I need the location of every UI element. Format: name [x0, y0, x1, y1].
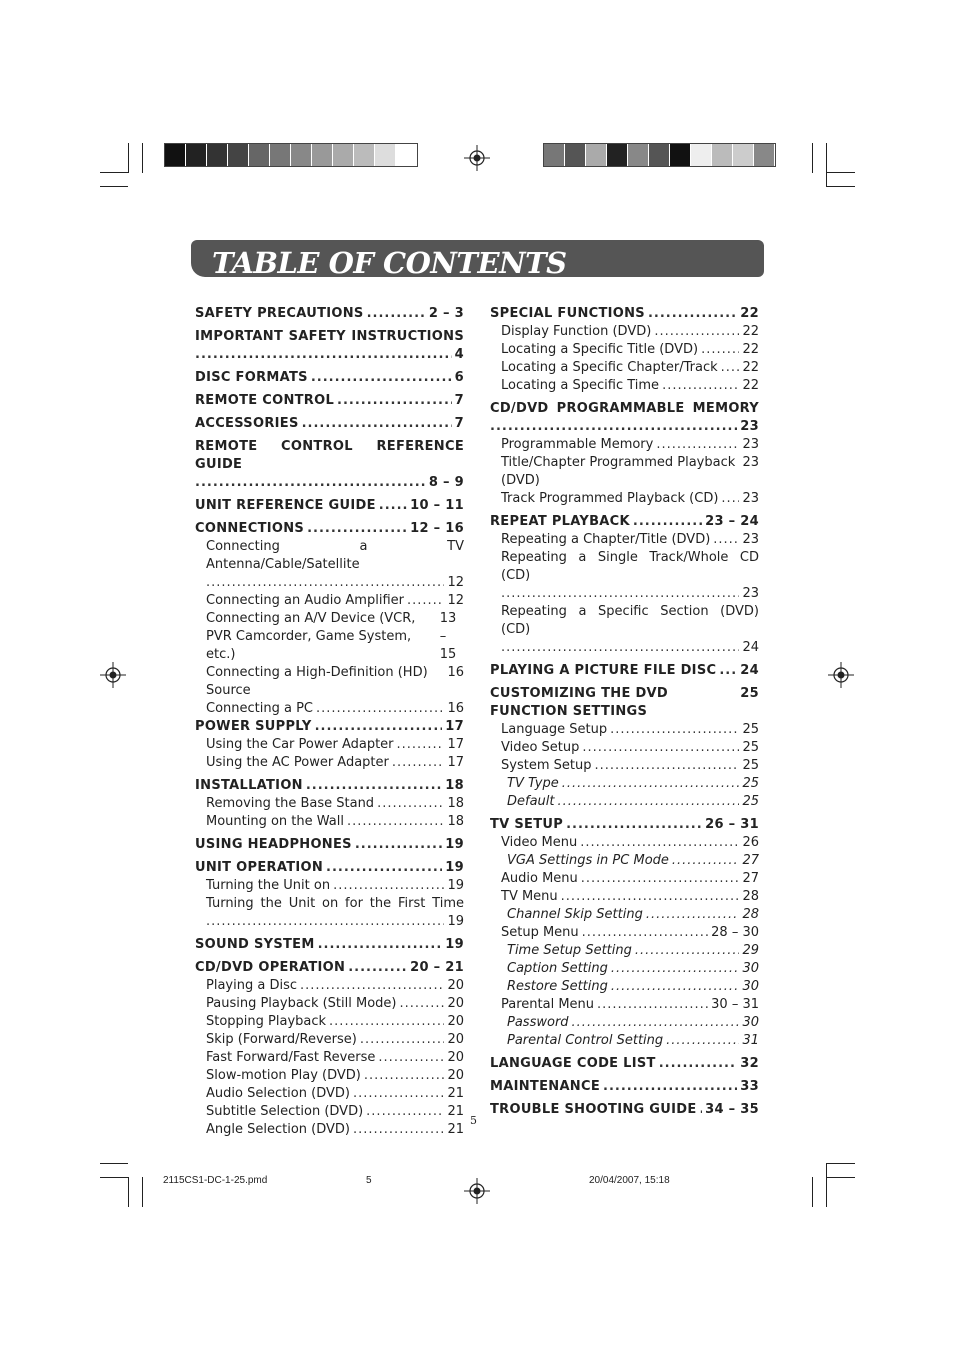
toc-entry-page: 34 – 35	[705, 1102, 759, 1117]
toc-entry-label: Audio Selection (DVD)	[206, 1086, 350, 1101]
leader-dots	[633, 513, 702, 531]
toc-entry-label: Mounting on the Wall	[206, 814, 344, 829]
toc-entry-label: Video Setup	[501, 740, 580, 755]
toc-entry-page: 28 – 30	[711, 925, 759, 940]
leader-dots	[635, 942, 740, 960]
toc-entry-page: 21	[447, 1086, 464, 1101]
toc-entry-label: Audio Menu	[501, 871, 578, 886]
leader-dots	[566, 816, 702, 834]
toc-entry[interactable]	[490, 323, 759, 341]
registration-mark-icon	[100, 662, 126, 688]
footer-filename: 2115CS1-DC-1-25.pmd	[163, 1175, 268, 1186]
toc-entry[interactable]	[490, 960, 759, 978]
toc-entry-page: 19	[447, 914, 464, 929]
toc-entry[interactable]	[195, 610, 464, 664]
leader-dots	[662, 377, 739, 395]
toc-entry[interactable]	[490, 685, 759, 721]
toc-entry[interactable]	[195, 754, 464, 772]
leader-dots	[501, 639, 739, 657]
toc-entry[interactable]	[195, 795, 464, 813]
toc-entry-page: 22	[742, 378, 759, 393]
toc-entry[interactable]	[195, 895, 464, 931]
toc-entry-label: Repeating a Chapter/Title (DVD)	[501, 532, 711, 547]
toc-entry-label: UNIT OPERATION	[195, 860, 324, 875]
leader-dots	[337, 392, 452, 410]
toc-entry-page: 19	[445, 837, 464, 852]
toc-entry-page: 16	[447, 665, 464, 680]
toc-entry-label: REPEAT PLAYBACK	[490, 514, 630, 529]
leader-dots	[333, 877, 444, 895]
toc-entry-page: 25	[742, 776, 759, 791]
toc-entry-label: Using the AC Power Adapter	[206, 755, 389, 770]
toc-entry-label: PLAYING A PICTURE FILE DISC	[490, 663, 717, 678]
toc-entry-label: CUSTOMIZING THE DVD FUNCTION SETTINGS	[490, 686, 668, 719]
leader-dots	[377, 795, 444, 813]
toc-entry-label: SPECIAL FUNCTIONS	[490, 306, 645, 321]
toc-entry[interactable]	[195, 813, 464, 831]
toc-entry-page: 22	[740, 306, 759, 321]
toc-entry-label: VGA Settings in PC Mode	[507, 853, 669, 868]
toc-entry[interactable]	[490, 906, 759, 924]
toc-entry-label: TV SETUP	[490, 817, 564, 832]
leader-dots	[306, 777, 442, 795]
toc-entry-label: Locating a Specific Chapter/Track	[501, 360, 718, 375]
leader-dots	[347, 813, 444, 831]
toc-entry-label: SAFETY PRECAUTIONS	[195, 306, 364, 321]
toc-entry-page: 23	[742, 586, 759, 601]
toc-entry-page: 30	[742, 1015, 759, 1030]
toc-entry[interactable]	[490, 603, 759, 657]
toc-right-column	[490, 300, 759, 1119]
registration-mark-icon	[464, 145, 490, 171]
toc-entry[interactable]	[195, 1103, 464, 1121]
toc-entry-label: TV Menu	[501, 889, 558, 904]
toc-entry-page: 21	[447, 1122, 464, 1137]
page-number: 5	[470, 1114, 477, 1127]
toc-entry[interactable]	[490, 377, 759, 395]
leader-dots	[195, 346, 452, 364]
toc-entry[interactable]	[490, 1055, 759, 1073]
toc-entry-page: 12	[447, 575, 464, 590]
toc-entry-label: Password	[507, 1015, 569, 1030]
grayscale-bar-right	[543, 143, 776, 167]
leader-dots	[379, 497, 407, 515]
toc-entry-page: 30	[742, 979, 759, 994]
toc-entry-page: 23	[742, 491, 759, 506]
toc-entry-page: 17	[447, 755, 464, 770]
toc-entry[interactable]	[195, 959, 464, 977]
toc-entry[interactable]	[195, 777, 464, 795]
toc-entry-label: Caption Setting	[507, 961, 608, 976]
toc-entry-page: 29	[742, 943, 759, 958]
leader-dots	[407, 592, 444, 610]
toc-entry-page: 27	[742, 853, 759, 868]
toc-left-column	[195, 300, 464, 1139]
leader-dots	[316, 700, 444, 718]
toc-entry-label: Default	[507, 794, 555, 809]
toc-entry[interactable]	[490, 888, 759, 906]
toc-entry-label: Locating a Specific Time	[501, 378, 660, 393]
toc-entry-page: 4	[454, 347, 464, 362]
toc-entry-label: Setup Menu	[501, 925, 579, 940]
leader-dots	[572, 1014, 740, 1032]
toc-entry-page: 19	[445, 937, 464, 952]
toc-entry-page: 19	[447, 878, 464, 893]
toc-entry-label: Time Setup Setting	[507, 943, 632, 958]
toc-entry[interactable]	[490, 834, 759, 852]
toc-entry[interactable]	[490, 721, 759, 739]
toc-entry-page: 13 – 15	[439, 611, 457, 662]
toc-entry-page: 23	[740, 419, 759, 434]
leader-dots	[603, 1078, 737, 1096]
footer-datetime: 20/04/2007, 15:18	[589, 1175, 670, 1186]
leader-dots	[580, 834, 739, 852]
toc-entry[interactable]	[195, 1049, 464, 1067]
leader-dots	[392, 754, 445, 772]
toc-entry[interactable]	[490, 400, 759, 436]
toc-entry[interactable]	[195, 736, 464, 754]
toc-entry[interactable]	[195, 859, 464, 877]
leader-dots	[713, 531, 739, 549]
toc-entry[interactable]	[195, 438, 464, 492]
toc-entry[interactable]	[195, 1013, 464, 1031]
toc-entry-page: 23	[742, 455, 759, 470]
leader-dots	[672, 852, 740, 870]
toc-entry-page: 7	[454, 416, 464, 431]
toc-entry-label: Turning the Unit on	[206, 878, 331, 893]
toc-entry-page: 23	[742, 437, 759, 452]
toc-entry-label: Stopping Playback	[206, 1014, 327, 1029]
toc-entry[interactable]	[490, 1014, 759, 1032]
toc-entry[interactable]	[195, 538, 464, 592]
toc-entry-label: REMOTE CONTROL REFERENCE GUIDE	[195, 439, 464, 472]
toc-entry-label: UNIT REFERENCE GUIDE	[195, 498, 376, 513]
toc-entry[interactable]	[490, 454, 759, 490]
toc-entry[interactable]	[490, 1032, 759, 1050]
leader-dots	[195, 474, 426, 492]
leader-dots	[353, 1121, 444, 1139]
toc-entry-label: CD/DVD OPERATION	[195, 960, 346, 975]
toc-entry-label: Subtitle Selection (DVD)	[206, 1104, 364, 1119]
toc-entry-page: 20	[447, 1014, 464, 1029]
toc-entry-label: TV Type	[507, 776, 559, 791]
toc-entry-label: Connecting a TV Antenna/Cable/Satellite	[206, 539, 464, 572]
toc-entry[interactable]	[490, 549, 759, 603]
toc-entry-label: CD/DVD PROGRAMMABLE MEMORY	[490, 401, 759, 416]
leader-dots	[611, 978, 740, 996]
toc-entry[interactable]	[195, 392, 464, 410]
registration-mark-icon	[828, 662, 854, 688]
leader-dots	[582, 924, 708, 942]
toc-entry-label: Display Function (DVD)	[501, 324, 652, 339]
toc-entry[interactable]	[490, 924, 759, 942]
leader-dots	[562, 775, 740, 793]
leader-dots	[364, 1067, 445, 1085]
toc-entry[interactable]	[195, 1067, 464, 1085]
leader-dots	[353, 1085, 445, 1103]
toc-entry[interactable]	[490, 775, 759, 793]
grayscale-bar-left	[164, 143, 418, 167]
toc-entry-label: Connecting an Audio Amplifier	[206, 593, 404, 608]
toc-entry-label: TROUBLE SHOOTING GUIDE	[490, 1102, 697, 1117]
toc-entry-label: IMPORTANT SAFETY INSTRUCTIONS	[195, 329, 464, 344]
leader-dots	[721, 490, 739, 508]
toc-entry-page: 17	[447, 737, 464, 752]
leader-dots	[610, 721, 739, 739]
toc-entry-label: Turning the Unit on for the First Time	[206, 896, 464, 911]
toc-entry-page: 25	[742, 740, 759, 755]
toc-entry-page: 17	[445, 719, 464, 734]
toc-entry[interactable]	[490, 816, 759, 834]
leader-dots	[355, 836, 442, 854]
page-title: TABLE OF CONTENTS	[212, 246, 567, 280]
leader-dots	[646, 906, 740, 924]
toc-entry-page: 28	[742, 889, 759, 904]
toc-entry-label: Channel Skip Setting	[507, 907, 643, 922]
toc-entry-page: 22	[742, 360, 759, 375]
toc-entry-label: Connecting a PC	[206, 701, 314, 716]
toc-entry[interactable]	[490, 942, 759, 960]
leader-dots	[594, 757, 739, 775]
leader-dots	[318, 936, 443, 954]
toc-entry-label: Skip (Forward/Reverse)	[206, 1032, 357, 1047]
toc-entry-page: 20	[447, 996, 464, 1011]
toc-entry-page: 27	[742, 871, 759, 886]
toc-entry-page: 23 – 24	[705, 514, 759, 529]
toc-entry-label: Locating a Specific Title (DVD)	[501, 342, 699, 357]
toc-entry[interactable]	[195, 1031, 464, 1049]
toc-entry-page: 24	[740, 663, 759, 678]
leader-dots	[326, 859, 442, 877]
toc-entry-label: Video Menu	[501, 835, 578, 850]
leader-dots	[611, 960, 740, 978]
toc-entry-page: 26	[742, 835, 759, 850]
leader-dots	[582, 739, 739, 757]
toc-entry-label: Restore Setting	[507, 979, 608, 994]
toc-entry[interactable]	[195, 718, 464, 736]
toc-entry-page: 18	[447, 796, 464, 811]
toc-entry[interactable]	[490, 662, 759, 680]
toc-entry-label: Title/Chapter Programmed Playback (DVD)	[501, 455, 736, 488]
leader-dots	[719, 662, 737, 680]
leader-dots	[597, 996, 708, 1014]
leader-dots	[558, 793, 740, 811]
toc-entry-page: 24	[742, 640, 759, 655]
toc-entry-page: 7	[454, 393, 464, 408]
leader-dots	[206, 913, 444, 931]
toc-entry-page: 12 – 16	[410, 521, 464, 536]
leader-dots	[501, 585, 739, 603]
footer-page: 5	[366, 1175, 372, 1186]
toc-entry[interactable]	[195, 592, 464, 610]
toc-entry[interactable]	[490, 490, 759, 508]
toc-entry[interactable]	[490, 436, 759, 454]
toc-entry-page: 21	[447, 1104, 464, 1119]
leader-dots	[360, 1031, 445, 1049]
toc-entry[interactable]	[490, 513, 759, 531]
toc-entry-label: DISC FORMATS	[195, 370, 308, 385]
leader-dots	[700, 1101, 703, 1119]
leader-dots	[307, 520, 407, 538]
toc-entry[interactable]	[195, 700, 464, 718]
toc-entry[interactable]	[490, 978, 759, 996]
toc-entry[interactable]	[195, 836, 464, 854]
toc-entry-page: 25	[740, 686, 759, 701]
toc-entry[interactable]	[195, 497, 464, 515]
toc-entry[interactable]	[490, 870, 759, 888]
toc-entry-page: 16	[447, 701, 464, 716]
leader-dots	[397, 736, 445, 754]
toc-entry-label: Track Programmed Playback (CD)	[501, 491, 719, 506]
toc-entry-label: CONNECTIONS	[195, 521, 305, 536]
toc-entry[interactable]	[490, 305, 759, 323]
leader-dots	[367, 305, 426, 323]
leader-dots	[311, 369, 452, 387]
leader-dots	[721, 359, 740, 377]
leader-dots	[400, 995, 445, 1013]
leader-dots	[654, 323, 739, 341]
toc-entry[interactable]	[195, 664, 464, 700]
toc-entry-page: 6	[454, 370, 464, 385]
leader-dots	[348, 959, 407, 977]
toc-entry-page: 31	[742, 1033, 759, 1048]
toc-entry-page: 32	[740, 1056, 759, 1071]
toc-entry[interactable]	[490, 793, 759, 811]
leader-dots	[581, 870, 740, 888]
toc-entry-page: 2 – 3	[428, 306, 464, 321]
toc-entry-label: REMOTE CONTROL	[195, 393, 335, 408]
toc-entry-label: MAINTENANCE	[490, 1079, 601, 1094]
leader-dots	[561, 888, 740, 906]
leader-dots	[659, 1055, 738, 1073]
toc-entry[interactable]	[490, 531, 759, 549]
toc-entry-label: Programmable Memory	[501, 437, 654, 452]
leader-dots	[329, 1013, 444, 1031]
toc-entry-page: 26 – 31	[705, 817, 759, 832]
toc-entry[interactable]	[490, 359, 759, 377]
toc-entry[interactable]	[195, 877, 464, 895]
toc-entry-page: 20	[447, 1032, 464, 1047]
toc-entry-label: Connecting a High-Definition (HD) Source	[206, 665, 428, 698]
leader-dots	[701, 341, 739, 359]
toc-entry-page: 19	[445, 860, 464, 875]
toc-entry[interactable]	[195, 1085, 464, 1103]
toc-entry[interactable]	[490, 1101, 759, 1119]
toc-entry-label: Parental Control Setting	[507, 1033, 664, 1048]
toc-entry-label: Slow-motion Play (DVD)	[206, 1068, 361, 1083]
toc-entry-page: 28	[742, 907, 759, 922]
toc-entry[interactable]	[195, 995, 464, 1013]
toc-entry-label: Pausing Playback (Still Mode)	[206, 996, 397, 1011]
toc-entry[interactable]	[490, 341, 759, 359]
toc-entry-label: SOUND SYSTEM	[195, 937, 315, 952]
toc-entry-page: 30 – 31	[711, 997, 759, 1012]
toc-entry[interactable]	[195, 328, 464, 364]
toc-entry[interactable]	[490, 852, 759, 870]
toc-entry[interactable]	[195, 369, 464, 387]
toc-entry[interactable]	[195, 520, 464, 538]
toc-entry[interactable]	[195, 305, 464, 323]
toc-entry-label: INSTALLATION	[195, 778, 303, 793]
toc-entry[interactable]	[490, 1078, 759, 1096]
toc-entry-label: Playing a Disc	[206, 978, 297, 993]
toc-entry[interactable]	[490, 757, 759, 775]
toc-entry-page: 10 – 11	[410, 498, 464, 513]
toc-entry-page: 25	[742, 758, 759, 773]
leader-dots	[206, 574, 444, 592]
toc-entry-page: 25	[742, 794, 759, 809]
toc-entry-label: Angle Selection (DVD)	[206, 1122, 350, 1137]
toc-entry-label: Connecting an A/V Device (VCR, PVR Camcorder, Game System, etc.)	[206, 611, 416, 662]
toc-entry-page: 20	[447, 1050, 464, 1065]
toc-entry-page: 25	[742, 722, 759, 737]
registration-mark-icon	[464, 1178, 490, 1204]
toc-entry-page: 20 – 21	[410, 960, 464, 975]
toc-entry-label: POWER SUPPLY	[195, 719, 312, 734]
toc-entry-page: 20	[447, 1068, 464, 1083]
leader-dots	[300, 977, 444, 995]
toc-entry-label: Fast Forward/Fast Reverse	[206, 1050, 376, 1065]
toc-entry-page: 18	[445, 778, 464, 793]
toc-entry[interactable]	[195, 936, 464, 954]
leader-dots	[648, 305, 737, 323]
toc-entry[interactable]	[490, 739, 759, 757]
toc-entry-label: USING HEADPHONES	[195, 837, 352, 852]
leader-dots	[378, 1049, 444, 1067]
toc-entry-page: 23	[742, 532, 759, 547]
toc-entry-label: System Setup	[501, 758, 592, 773]
toc-entry-page: 20	[447, 978, 464, 993]
toc-entry-label: Using the Car Power Adapter	[206, 737, 394, 752]
toc-entry-label: ACCESSORIES	[195, 416, 299, 431]
toc-entry-page: 8 – 9	[428, 475, 464, 490]
toc-entry[interactable]	[195, 415, 464, 433]
toc-entry-page: 18	[447, 814, 464, 829]
toc-entry-label: LANGUAGE CODE LIST	[490, 1056, 656, 1071]
leader-dots	[366, 1103, 444, 1121]
toc-entry[interactable]	[195, 1121, 464, 1139]
toc-entry-label: Language Setup	[501, 722, 608, 737]
toc-entry-page: 12	[447, 593, 464, 608]
toc-entry[interactable]	[195, 977, 464, 995]
leader-dots	[302, 415, 452, 433]
leader-dots	[490, 418, 737, 436]
toc-entry-page: 30	[742, 961, 759, 976]
toc-entry-page: 22	[742, 342, 759, 357]
toc-entry-label: Repeating a Single Track/Whole CD (CD)	[501, 550, 759, 583]
leader-dots	[666, 1032, 739, 1050]
toc-entry[interactable]	[490, 996, 759, 1014]
toc-entry-label: Removing the Base Stand	[206, 796, 375, 811]
leader-dots	[315, 718, 443, 736]
leader-dots	[656, 436, 739, 454]
toc-entry-label: Parental Menu	[501, 997, 595, 1012]
toc-entry-page: 22	[742, 324, 759, 339]
toc-entry-label: Repeating a Specific Section (DVD) (CD)	[501, 604, 759, 637]
toc-entry-page: 33	[740, 1079, 759, 1094]
